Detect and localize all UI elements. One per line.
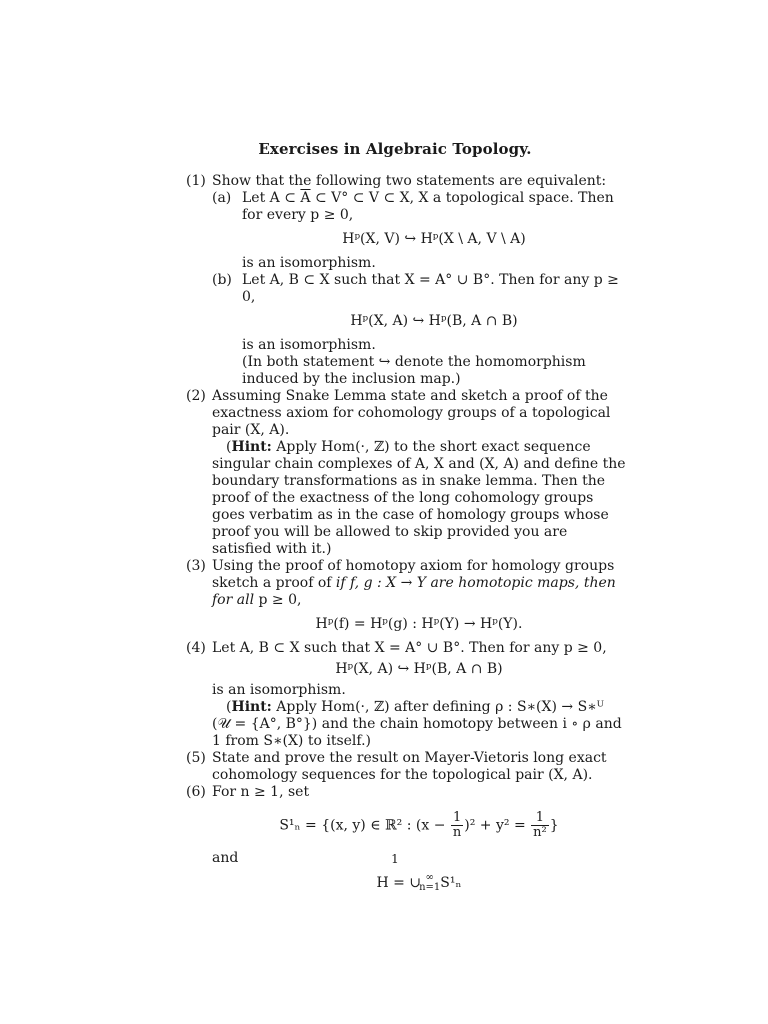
exercise-4: [186, 640, 626, 750]
exercise-6: [186, 784, 626, 893]
exercise-list: [186, 173, 626, 900]
exercise-text: Let A, B ⊂ X such that X = A° ∪ B°. Then for any p ≥ 0,: [212, 640, 607, 656]
italic-statement: if f, g : X → Y are homotopic maps, then for all: [212, 575, 616, 608]
exercise-number: (4): [186, 640, 206, 656]
exercise-text-after: is an isomorphism.: [212, 682, 346, 698]
sub-text-after: is an isomorphism.: [242, 337, 376, 353]
display-formula: Hᵖ(X, A) ↪ Hᵖ(B, A ∩ B): [335, 661, 503, 677]
exercise-text: Show that the following two statements are equivalent:: [212, 173, 607, 189]
display-formula: Hᵖ(f) = Hᵖ(g) : Hᵖ(Y) → Hᵖ(Y).: [315, 616, 523, 632]
exercise-number: (3): [186, 558, 206, 574]
hint-paragraph: (Hint: Apply Hom(·, ℤ) after defining ρ : S∗(X) → S∗ᵁ (𝒰 = {A°, B°}) and the chain homotopy between i ∘ ρ and 1 from S∗(X) to itself.): [212, 699, 622, 749]
sub-note: (In both statement ↪ denote the homomorphism induced by the inclusion map.): [242, 354, 586, 387]
exercise-number: (2): [186, 388, 206, 404]
display-formula-circle: S¹ₙ = {(x, y) ∈ ℝ² : (x − $\frac{1}{n}$ )² + y² = $\frac{1}{\text{n²}}$ }: [279, 810, 559, 840]
sub-text-after: is an isomorphism.: [242, 255, 376, 271]
hint-label: Hint:: [231, 699, 272, 715]
exercise-number: (6): [186, 784, 206, 800]
exercise-number: (1): [186, 173, 206, 189]
page-title: Exercises in Algebraic Topology.: [258, 140, 532, 158]
page-number: 1: [391, 852, 399, 866]
exercise-text: Using the proof of homotopy axiom for homology groups sketch a proof of if f, g : X → Y are homotopic maps, then for all p ≥ 0,: [212, 558, 616, 608]
display-formula-union: H = ∪ ∞ n=1 S¹ₙ: [376, 872, 462, 893]
and-text: and: [212, 850, 239, 866]
fraction: $\frac{1}{\text{n²}}$: [533, 810, 547, 840]
exercise-text: For n ≥ 1, set: [212, 784, 310, 800]
hint-label: Hint:: [231, 439, 272, 455]
exercise-1b: [212, 272, 626, 388]
sub-text: Let A, B ⊂ X such that X = A° ∪ B°. Then for any p ≥ 0,: [242, 272, 619, 305]
exercise-2: [186, 388, 626, 558]
exercise-3: [186, 558, 626, 633]
sub-letter: (a): [212, 190, 232, 206]
fraction: $\frac{1}{n}$: [452, 810, 462, 840]
sub-letter: (b): [212, 272, 232, 288]
sub-text: Let A ⊂ $\overline{A}$ ⊂ V° ⊂ V ⊂ X, X a topological space. Then for every p ≥ 0,: [242, 190, 614, 223]
display-formula: Hᵖ(X, A) ↪ Hᵖ(B, A ∩ B): [350, 313, 518, 329]
exercise-1: [186, 173, 626, 388]
exercise-text: Assuming Snake Lemma state and sketch a proof of the exactness axiom for cohomology groups of a topological pair (X, A).: [212, 388, 611, 438]
exercise-5: [186, 750, 626, 784]
exercise-number: (5): [186, 750, 206, 766]
union-limits: ∞ n=1: [419, 872, 441, 893]
exercise-text: State and prove the result on Mayer-Vietoris long exact cohomology sequences for the topological pair (X, A).: [212, 750, 607, 783]
closure-symbol: $\overline{A}$: [300, 190, 311, 206]
exercise-1a: [212, 190, 626, 272]
display-formula: Hᵖ(X, V) ↪ Hᵖ(X \ A, V \ A): [342, 231, 526, 247]
hint-paragraph: (Hint: Apply Hom(·, ℤ) to the short exact sequence singular chain complexes of A, X and (X, A) and define the boundary transformations as in snake lemma. Then the proof of the exactness of the long cohomology groups goes verbatim as in the case of homology groups whose proof you will be allowed to skip provided you are satisfied with it.): [212, 439, 626, 557]
